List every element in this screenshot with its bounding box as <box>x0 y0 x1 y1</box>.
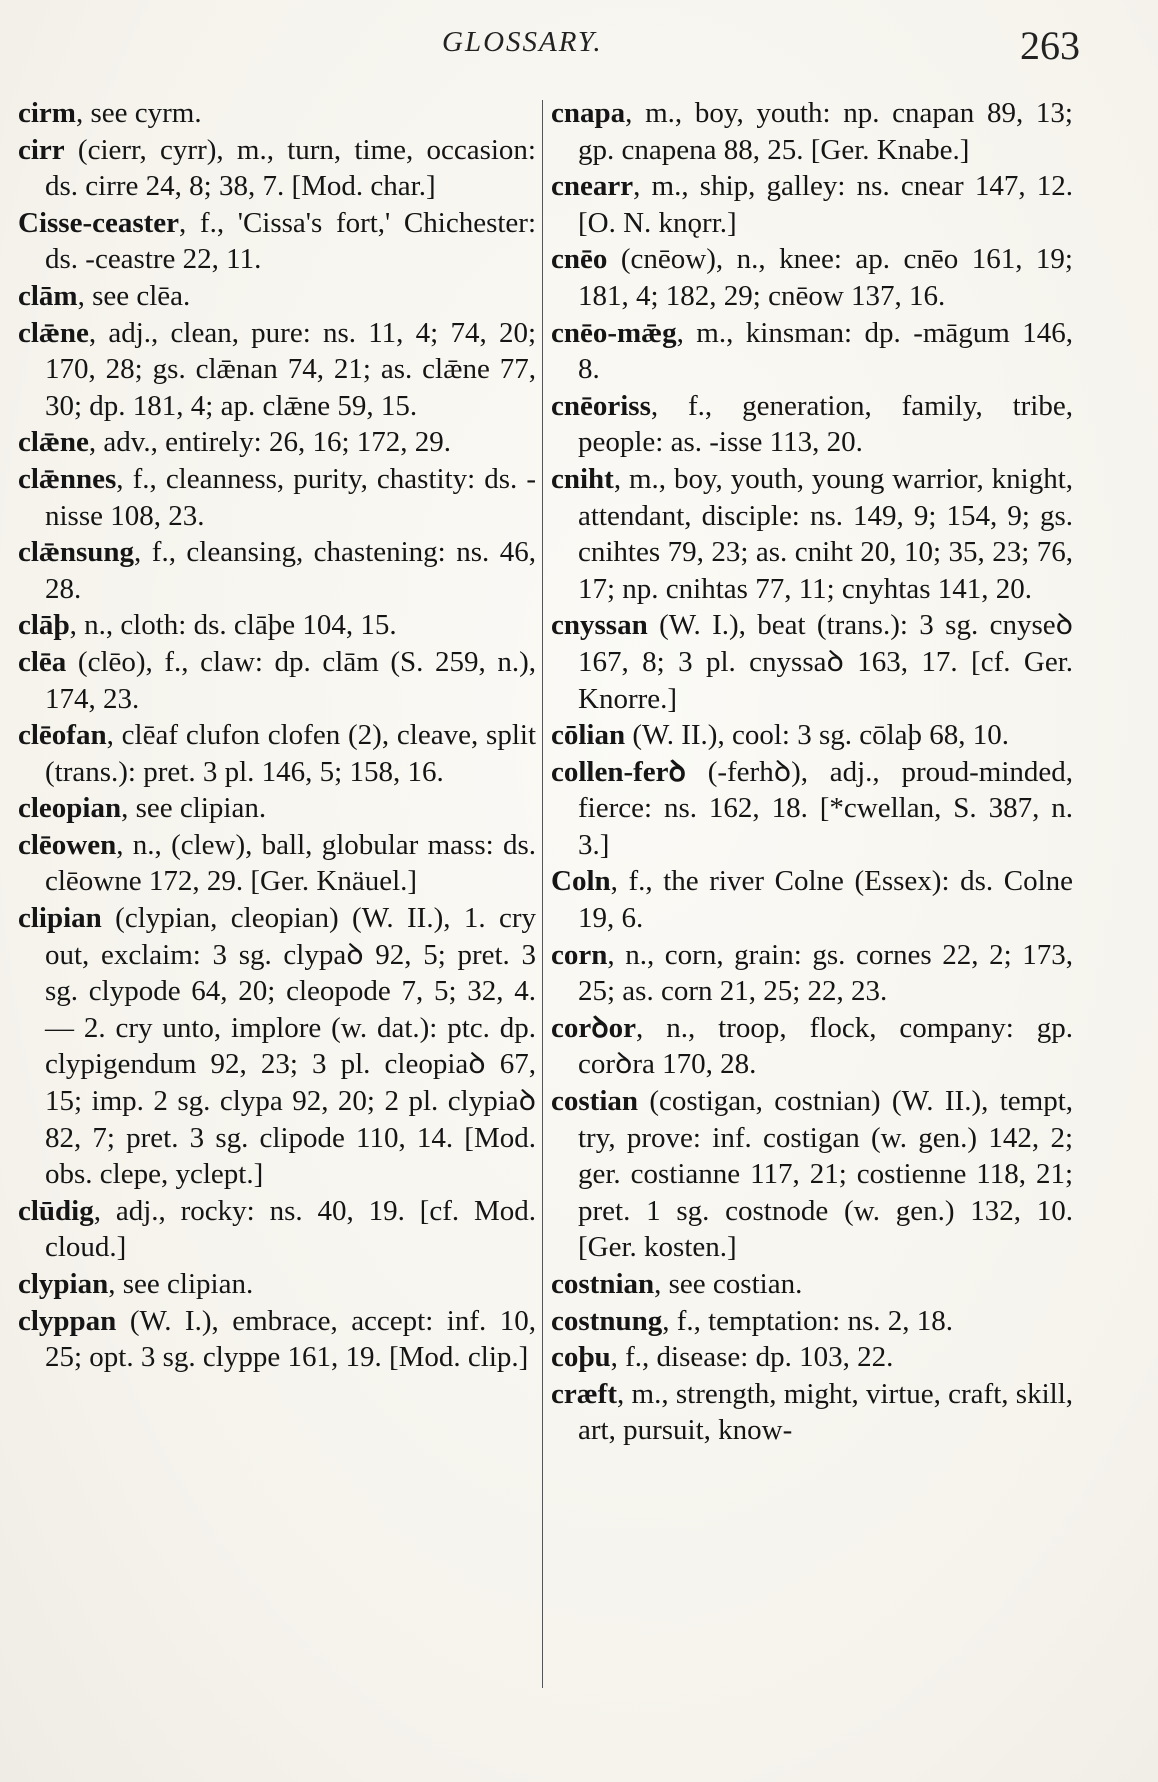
page-number: 263 <box>1020 23 1080 68</box>
entry-definition: , f., disease: dp. 103, 22. <box>610 1341 894 1374</box>
entry-headword: costian <box>551 1085 638 1118</box>
entry-definition: , see clipian. <box>108 1268 254 1300</box>
entry-headword: cnēo <box>551 243 608 276</box>
entry-headword: clām <box>18 279 78 312</box>
entry-definition: , m., boy, youth: np. cnapan 89, 13; gp. cnapena 88, 25. [Ger. Knabe.] <box>578 97 1073 166</box>
glossary-entry <box>18 95 536 132</box>
glossary-entry <box>18 827 536 900</box>
entry-headword: cræft <box>551 1377 618 1410</box>
glossary-entry <box>18 900 536 1193</box>
entry-definition: (cnēow), n., knee: ap. cnēo 161, 19; 181, 4; 182, 29; cnēow 137, 16. <box>578 243 1073 312</box>
glossary-entry <box>18 1193 536 1266</box>
entry-headword: costnian <box>551 1268 655 1300</box>
entry-headword: clūdig <box>18 1194 94 1227</box>
entry-definition: , f., temptation: ns. 2, 18. <box>662 1304 953 1337</box>
glossary-entry <box>18 205 536 278</box>
entry-headword: cnēo-mǣg <box>551 316 677 349</box>
entry-headword: costnung <box>551 1304 663 1337</box>
entry-definition: , n., corn, grain: gs. cornes 22, 2; 173, 25; as. corn 21, 25; 22, 23. <box>578 938 1073 1008</box>
glossary-entry <box>551 607 1073 717</box>
glossary-entry <box>18 132 536 205</box>
glossary-entry <box>551 717 1073 754</box>
glossary-entry <box>18 278 536 315</box>
entry-headword: clyppan <box>18 1304 117 1337</box>
entry-definition: , m., kinsman: dp. -māgum 146, 8. <box>578 316 1073 386</box>
entry-definition: (W. I.), beat (trans.): 3 sg. cnyseꝺ 167, 8; 3 pl. cnyssaꝺ 163, 17. [cf. Ger. Knorre.] <box>578 609 1073 715</box>
entry-headword: coþu <box>551 1341 611 1374</box>
entry-headword: cnēoriss <box>551 389 651 422</box>
entry-headword: cirr <box>18 133 65 166</box>
entry-definition: , f., generation, family, tribe, people: as. -isse 113, 20. <box>578 389 1073 459</box>
glossary-entry <box>551 461 1073 607</box>
entry-headword: clēa <box>18 645 67 678</box>
entry-headword: cnyssan <box>551 609 648 642</box>
glossary-entry <box>551 315 1073 388</box>
glossary-entry <box>18 534 536 607</box>
glossary-entry <box>551 1010 1073 1083</box>
entry-definition: , f., cleanness, purity, chastity: ds. -nisse 108, 23. <box>45 462 536 532</box>
entry-definition: (-ferhꝺ), adj., proud-minded, fierce: ns. 162, 18. [*cwellan, S. 387, n. 3.] <box>578 755 1073 861</box>
glossary-entry <box>551 168 1073 241</box>
entry-definition: , adj., rocky: ns. 40, 19. [cf. Mod. cloud.] <box>45 1194 536 1264</box>
entry-headword: clǣnsung <box>18 536 135 569</box>
entry-headword: clǣne <box>18 316 89 349</box>
glossary-entry <box>18 644 536 717</box>
entry-headword: clāþ <box>18 609 70 642</box>
glossary-entry <box>551 388 1073 461</box>
entry-definition: , n., (clew), ball, globular mass: ds. clēowne 172, 29. [Ger. Knäuel.] <box>45 828 536 898</box>
entry-headword: clipian <box>18 902 102 935</box>
entry-definition: (clēo), f., claw: dp. clām (S. 259, n.), 174, 23. <box>45 645 536 715</box>
entry-headword: clypian <box>18 1268 109 1300</box>
entry-definition: , m., ship, galley: ns. cnear 147, 12. [O. N. knǫrr.] <box>578 170 1073 239</box>
entry-definition: , f., cleansing, chastening: ns. 46, 28. <box>45 536 536 605</box>
entry-definition: (W. I.), embrace, accept: inf. 10, 25; opt. 3 sg. clyppe 161, 19. [Mod. clip.] <box>45 1304 536 1374</box>
glossary-entry <box>18 315 536 425</box>
entry-definition: , f., the river Colne (Essex): ds. Colne 19, 6. <box>578 865 1073 935</box>
glossary-entry <box>551 1266 1073 1303</box>
entry-headword: corn <box>551 938 608 971</box>
entry-headword: corꝺor <box>551 1011 636 1044</box>
glossary-entry <box>551 754 1073 864</box>
entry-headword: collen-ferꝺ <box>551 755 686 788</box>
entry-headword: Coln <box>551 865 611 898</box>
entry-definition: , m., boy, youth, young warrior, knight, attendant, disciple: ns. 149, 9; 154, 9; gs. cnihtes 79, 23; as. cniht 20, 10; 35, 23; 76, 17; np. cnihtas 77, 11; cnyhtas 141, 20. <box>578 462 1073 605</box>
entry-definition: , see cyrm. <box>75 97 202 129</box>
entry-definition: , see clipian. <box>121 792 267 825</box>
entry-definition: (clypian, cleopian) (W. II.), 1. cry out, exclaim: 3 sg. clypaꝺ 92, 5; pret. 3 sg. clypode 64, 20; cleopode 7, 5; 32, 4.— 2. cry unto, implore (w. dat.): ptc. dp. clypigendum 92, 23; 3 pl. cleopiaꝺ 67, 15; imp. 2 sg. clypa 92, 20; 2 pl. clypiaꝺ 82, 7; pret. 3 sg. clipode 110, 14. [Mod. obs. clepe, yclept.] <box>45 902 536 1191</box>
glossary-entry <box>551 95 1073 168</box>
entry-headword: clǣne <box>18 426 89 459</box>
glossary-entry <box>18 1303 536 1376</box>
entry-headword: cnearr <box>551 170 634 203</box>
glossary-entry <box>551 863 1073 936</box>
left-column <box>18 95 536 1376</box>
glossary-entry <box>551 1339 1073 1376</box>
glossary-entry <box>551 937 1073 1010</box>
right-column <box>551 95 1073 1449</box>
entry-headword: cirm <box>18 97 76 129</box>
entry-headword: clǣnnes <box>18 462 117 495</box>
entry-definition: (costigan, costnian) (W. II.), tempt, try, prove: inf. costigan (w. gen.) 142, 2; ger. costianne 117, 21; costienne 118, 21; pret. 1 sg. costnode (w. gen.) 132, 10. [Ger. kosten.] <box>578 1085 1073 1264</box>
entry-headword: clēofan <box>18 719 107 752</box>
entry-definition: , n., troop, flock, company: gp. corꝺra 170, 28. <box>578 1011 1073 1081</box>
entry-definition: (cierr, cyrr), m., turn, time, occasion: ds. cirre 24, 8; 38, 7. [Mod. char.] <box>45 133 536 203</box>
entry-headword: cniht <box>551 462 614 495</box>
entry-definition: , see clēa. <box>77 279 191 312</box>
entry-definition: , n., cloth: ds. clāþe 104, 15. <box>69 609 397 642</box>
entry-definition: , clēaf clufon clofen (2), cleave, split (trans.): pret. 3 pl. 146, 5; 158, 16. <box>45 719 536 788</box>
entry-definition: , see costian. <box>654 1268 803 1300</box>
entry-definition: , adv., entirely: 26, 16; 172, 29. <box>88 426 452 459</box>
entry-definition: (W. II.), cool: 3 sg. cōlaþ 68, 10. <box>625 719 1010 752</box>
entry-definition: , f., 'Cissa's fort,' Chichester: ds. -ceastre 22, 11. <box>45 206 536 276</box>
entry-headword: cleopian <box>18 792 122 825</box>
glossary-entry <box>18 1266 536 1303</box>
running-head <box>0 22 1158 72</box>
glossary-entry <box>18 790 536 827</box>
entry-definition: , adj., clean, pure: ns. 11, 4; 74, 20; 170, 28; gs. clǣnan 74, 21; as. clǣne 77, 30; dp. 181, 4; ap. clǣne 59, 15. <box>45 316 536 422</box>
glossary-entry <box>18 607 536 644</box>
glossary-entry <box>18 717 536 790</box>
glossary-entry <box>551 241 1073 314</box>
glossary-entry <box>551 1376 1073 1449</box>
entry-headword: cnapa <box>551 97 626 129</box>
running-title: GLOSSARY. <box>442 26 603 58</box>
entry-headword: clēowen <box>18 828 117 861</box>
glossary-entry <box>18 461 536 534</box>
glossary-entry <box>551 1083 1073 1266</box>
glossary-entry <box>18 424 536 461</box>
glossary-entry <box>551 1303 1073 1340</box>
entry-headword: Cisse-ceaster <box>18 206 180 239</box>
column-divider <box>542 100 543 1688</box>
entry-definition: , m., strength, might, virtue, craft, skill, art, pursuit, know- <box>578 1377 1073 1447</box>
entry-headword: cōlian <box>551 719 626 752</box>
